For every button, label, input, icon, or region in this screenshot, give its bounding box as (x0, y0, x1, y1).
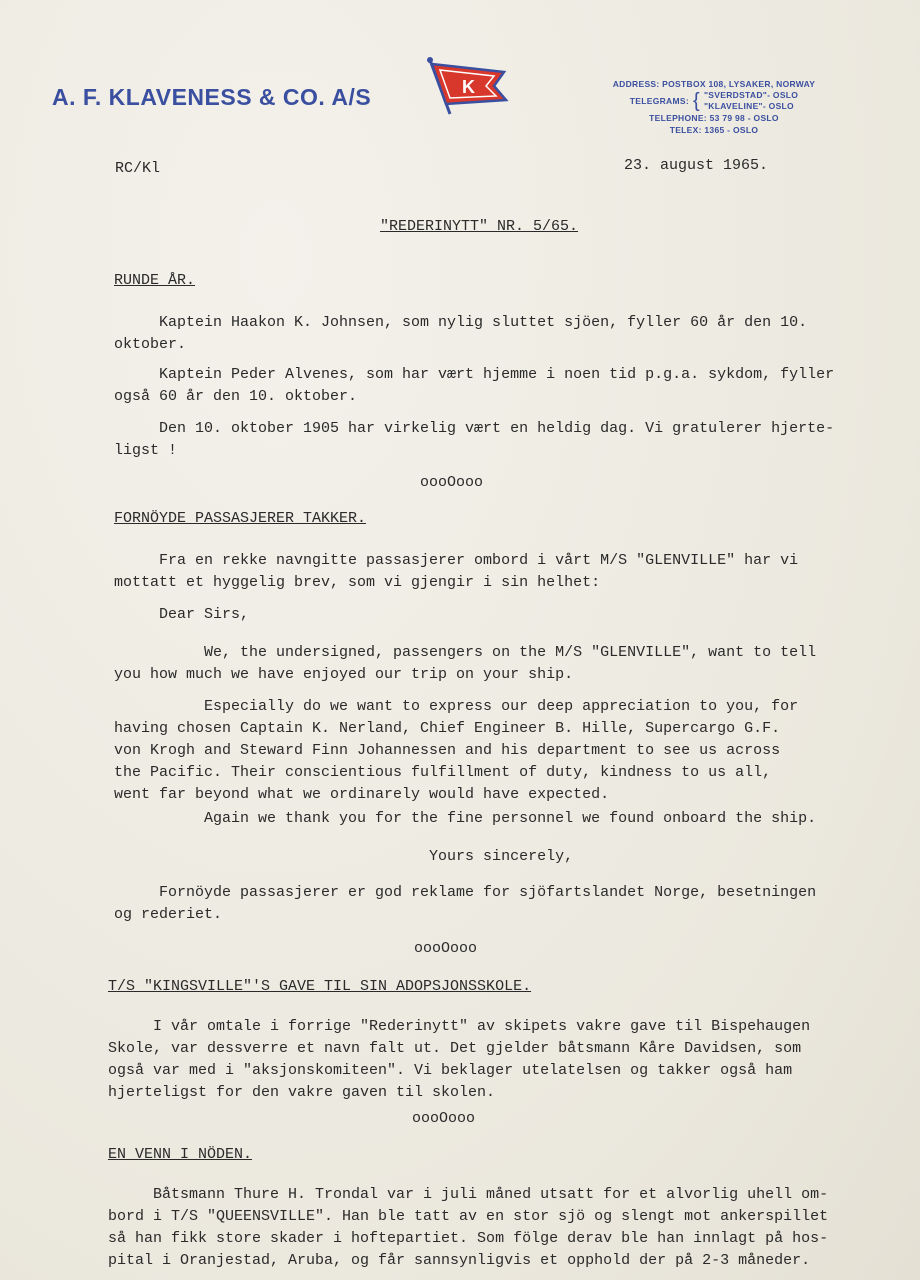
company-name: A. F. KLAVENESS & CO. A/S (52, 84, 372, 110)
fornoyde-intro: Fra en rekke navngitte passasjerer ombord i vårt M/S "GLENVILLE" har vi mottatt et hyggelig brev, som vi gjengir i sin helhet: (114, 552, 799, 591)
heading-fornoyde-passasjerer: FORNÖYDE PASSASJERER TAKKER. (114, 510, 367, 527)
separator: oooOooo (412, 1110, 476, 1127)
quoted-letter-paragraph-3: Again we thank you for the fine personnel we found onboard the ship. (114, 810, 817, 827)
company-flag-logo (424, 56, 510, 116)
reference-code: RC/Kl (115, 160, 161, 177)
telegrams-label: TELEGRAMS: (629, 96, 689, 106)
postal-address: ADDRESS: POSTBOX 108, LYSAKER, NORWAY (612, 79, 816, 89)
heading-runde-ar: RUNDE ÅR. (114, 272, 196, 289)
separator: oooOooo (420, 474, 484, 491)
runde-paragraph-2: Kaptein Peder Alvenes, som har vært hjemme i noen tid p.g.a. sykdom, fyller også 60 år den 10. oktober. (114, 366, 835, 405)
kingsville-paragraph: I vår omtale i forrige "Rederinytt" av skipets vakre gave til Bispehaugen Skole, var dessverre et navn falt ut. Det gjelder båtsmann Kåre Davidsen, som også var med i "aksjonskomiteen". Vi beklager utelatelsen og takker også ham hjerteligst for den vakre gaven til skolen. (108, 1018, 811, 1101)
runde-paragraph-3: Den 10. oktober 1905 har virkelig vært en heldig dag. Vi gratulerer hjerte- ligst ! (114, 420, 835, 459)
quoted-letter-paragraph-1: We, the undersigned, passengers on the M/S "GLENVILLE", want to tell you how much we have enjoyed our trip on your ship. (114, 644, 817, 683)
quoted-letter-paragraph-2: Especially do we want to express our deep appreciation to you, for having chosen Captain K. Nerland, Chief Engineer B. Hille, Supercargo G.F. von Krogh and Steward Finn Johannessen and his department to see us across the Pacific. Their conscientious fulfillment of duty, kindness to us all, went far beyond what we ordinarely would have expected. (114, 698, 799, 803)
quoted-letter-closing: Yours sincerely, (114, 848, 574, 865)
telegrams-block (598, 90, 830, 112)
brace-glyph: { (692, 90, 700, 112)
heading-kingsville-gave: T/S "KINGSVILLE"'S GAVE TIL SIN ADOPSJONSSKOLE. (108, 978, 532, 995)
separator: oooOooo (414, 940, 478, 957)
fornoyde-outro: Fornöyde passasjerer er god reklame for sjöfartslandet Norge, besetningen og rederiet. (114, 884, 817, 923)
heading-en-venn-i-noden: EN VENN I NÖDEN. (108, 1146, 253, 1163)
letterhead-address-block (598, 78, 830, 136)
telegram-address-2: "KLAVELINE"- OSLO (703, 101, 794, 111)
issue-title: "REDERINYTT" NR. 5/65. (380, 218, 579, 235)
telephone: TELEPHONE: 53 79 98 - OSLO (649, 113, 779, 123)
runde-paragraph-1: Kaptein Haakon K. Johnsen, som nylig sluttet sjöen, fyller 60 år den 10. oktober. (114, 314, 808, 353)
letter-date: 23. august 1965. (624, 157, 769, 174)
letter-salutation: Dear Sirs, (114, 606, 250, 623)
telex: TELEX: 1365 - OSLO (669, 125, 759, 135)
telegram-address-1: "SVERDSTAD"- OSLO (703, 90, 799, 100)
flag-letter: K (462, 77, 475, 97)
venn-paragraph: Båtsmann Thure H. Trondal var i juli måned utsatt for et alvorlig uhell om- bord i T/S "QUEENSVILLE". Han ble tatt av en stor sjö og slengt mot ankerspillet så han fikk store skader i hoftepartiet. Som fölge derav ble han innlagt på hos- pital i Oranjestad, Aruba, og får sannsynligvis et opphold der på 2-3 måneder. (108, 1186, 829, 1269)
